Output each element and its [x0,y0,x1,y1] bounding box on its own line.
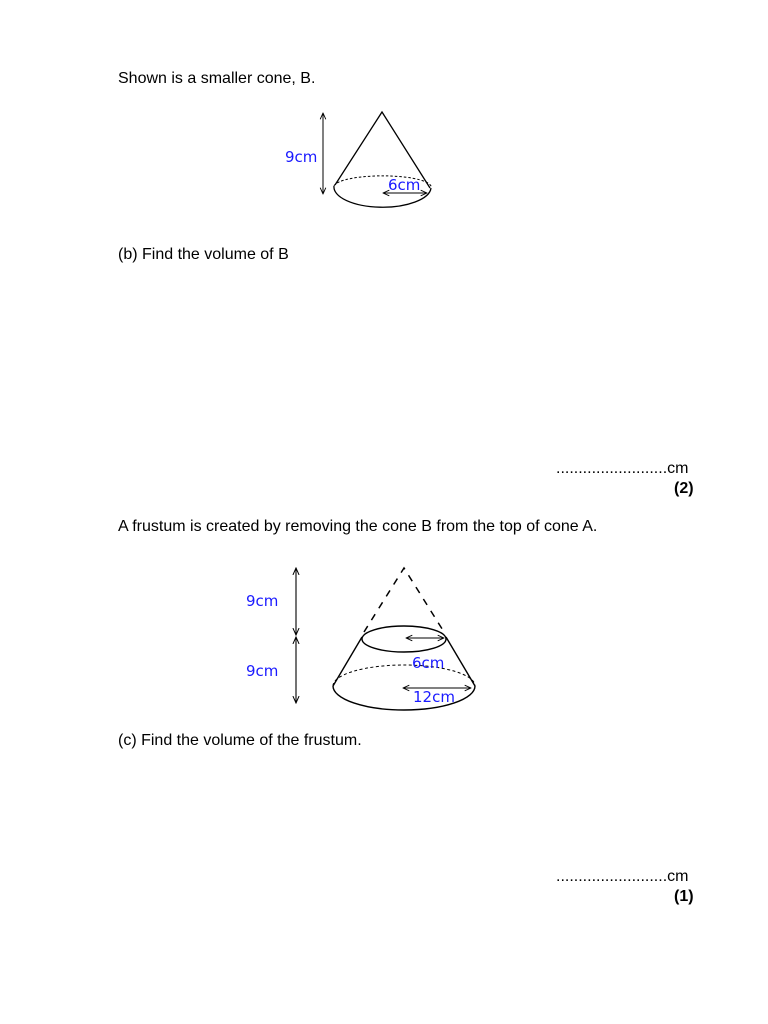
frustum-diagram [230,560,490,720]
question-c: (c) Find the volume of the frustum. [118,732,362,749]
lower-height-label: 9cm [246,662,279,680]
bottom-radius-label: 12cm [413,688,455,706]
frustum-intro-text: A frustum is created by removing the cone B from the top of cone A. [118,518,598,535]
cone-b-diagram [270,100,450,215]
frustum-base-back [333,665,475,686]
cone-b-radius-label: 6cm [388,176,421,194]
answer-line-b: .........................cm [556,460,689,477]
top-radius-label: 6cm [412,654,445,672]
marks-c: (1) [674,888,694,905]
upper-height-label: 9cm [246,592,279,610]
cone-b-height-label: 9cm [285,148,318,166]
removed-cone-outline [364,568,444,632]
intro-text: Shown is a smaller cone, B. [118,70,316,87]
frustum-left-side [333,637,362,686]
answer-line-c: .........................cm [556,868,689,885]
question-b: (b) Find the volume of B [118,246,289,263]
frustum-right-side [446,637,475,686]
frustum-top-ellipse [362,626,446,652]
marks-b: (2) [674,480,694,497]
